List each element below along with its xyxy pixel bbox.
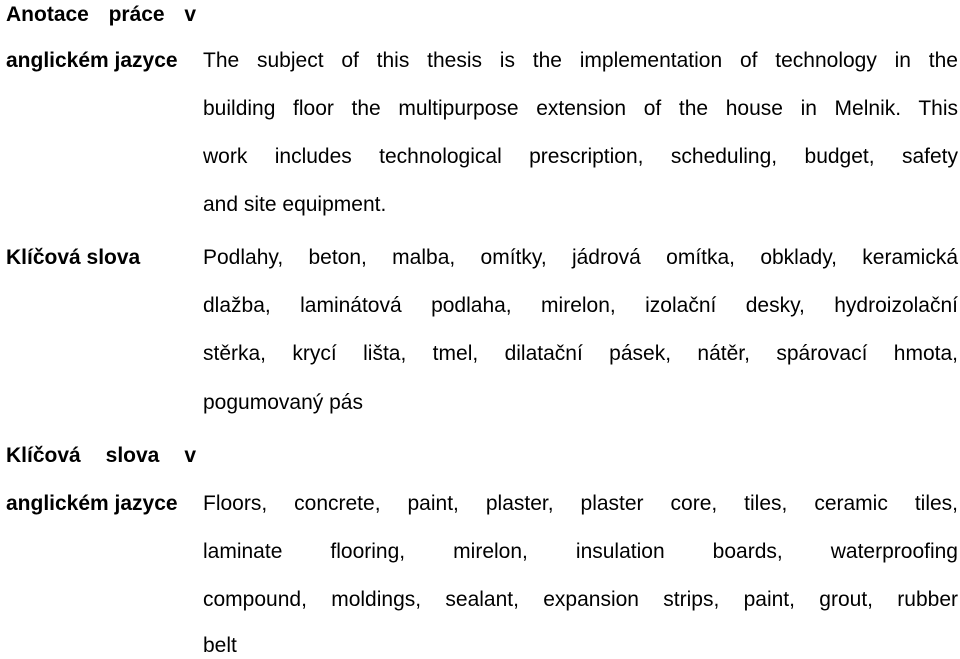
- abstract-en-label-word: Anotace: [6, 3, 89, 26]
- keywords-en-label-word: Klíčová: [6, 444, 81, 467]
- keywords-en-label-word: slova: [105, 444, 160, 467]
- keywords-en-text-line: Floors, concrete, paint, plaster, plaster core, tiles, ceramic tiles,: [203, 492, 958, 515]
- keywords-en-text-line: laminate flooring, mirelon, insulation boards, waterproofing: [203, 540, 958, 563]
- keywords-cz-text-line: Podlahy, beton, malba, omítky, jádrová omítka, obklady, keramická: [203, 246, 958, 269]
- keywords-en-label-line2: anglickém jazyce: [6, 492, 178, 515]
- keywords-en-label: [6, 443, 196, 469]
- keywords-cz-text-line: stěrka, krycí lišta, tmel, dilatační pásek, nátěr, spárovací hmota,: [203, 342, 958, 365]
- keywords-en-label-word: v: [184, 444, 196, 467]
- abstract-en-label-word: v: [184, 3, 196, 26]
- abstract-en-text-line: building floor the multipurpose extension of the house in Melnik. This: [203, 97, 958, 120]
- keywords-cz-text-line: pogumovaný pás: [203, 391, 363, 414]
- keywords-cz-text-line: dlažba, laminátová podlaha, mirelon, izolační desky, hydroizolační: [203, 294, 958, 317]
- abstract-en-label: [6, 2, 196, 28]
- abstract-en-text-line: and site equipment.: [203, 193, 387, 216]
- keywords-en-text-line: belt: [203, 634, 237, 657]
- abstract-en-label-word: práce: [108, 3, 165, 26]
- keywords-en-text-line: compound, moldings, sealant, expansion strips, paint, grout, rubber: [203, 588, 958, 611]
- abstract-en-label-line2: anglickém jazyce: [6, 49, 178, 72]
- keywords-cz-label: Klíčová slova: [6, 246, 141, 269]
- abstract-en-text-line: work includes technological prescription, scheduling, budget, safety: [203, 145, 958, 168]
- abstract-en-text-line: The subject of this thesis is the implementation of technology in the: [203, 49, 958, 72]
